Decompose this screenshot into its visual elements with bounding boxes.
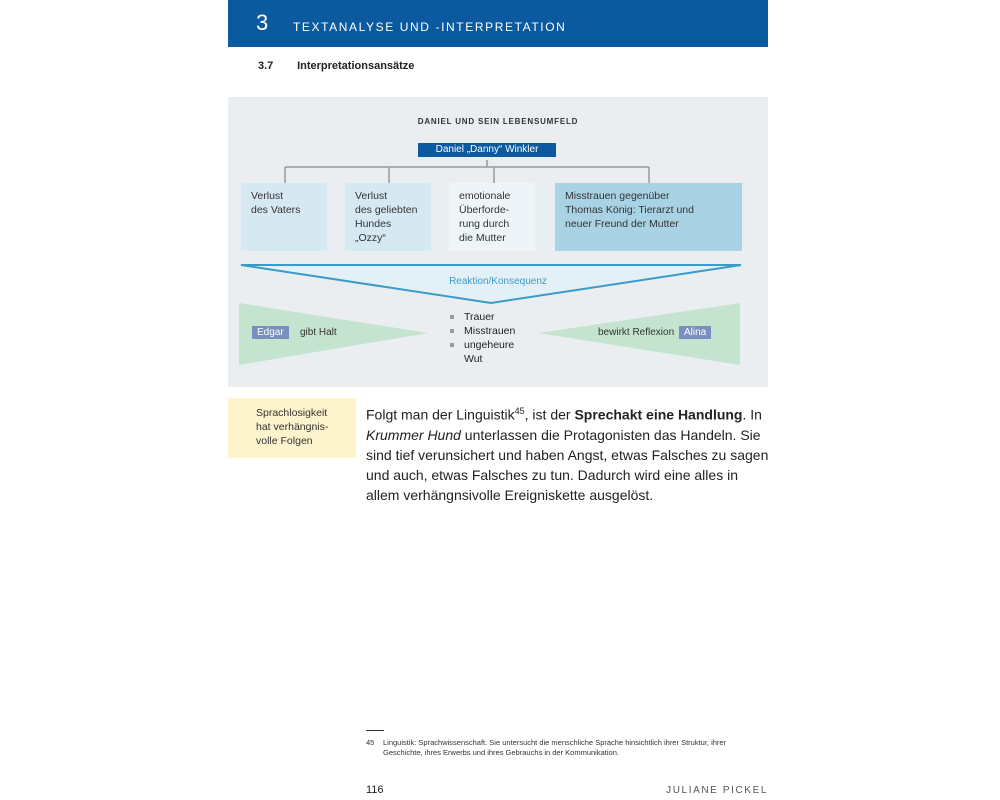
diagram-title: DANIEL UND SEIN LEBENSUMFELD (417, 117, 579, 126)
section-title: Interpretationsansätze (297, 60, 415, 72)
body-text-4: unterlassen die Protagonisten das Handeln. Sie sind tief verunsichert und haben Angst, etwas Falsches zu sagen und auch, etwas Falsches zu tun. Dadurch wird eine alles in allem verhängnsivolle Ereigniskette ausgelöst. (366, 426, 769, 503)
center-person: Daniel „Danny“ Winkler (418, 143, 556, 157)
box-loss-father: Verlust des Vaters (241, 183, 327, 251)
chapter-number: 3 (256, 10, 269, 35)
margin-note: Sprachlosigkeit hat verhängnis- volle Folgen (228, 398, 356, 458)
footnote-ref[interactable]: 45 (514, 406, 525, 416)
body-text-1: Folgt man der Linguistik (366, 406, 515, 423)
box-loss-dog: Verlust des geliebten Hundes „Ozzy“ (345, 183, 431, 251)
diagram (228, 97, 768, 387)
box-mistrust: Misstrauen gegenüber Thomas König: Tierarzt und neuer Freund der Mutter (555, 183, 742, 251)
author-name: JULIANE PICKEL (666, 785, 768, 796)
right-text: bewirkt Reflexion (598, 327, 675, 338)
book-title: Krummer Hund (366, 426, 461, 443)
tag-alina: Alina (679, 326, 711, 339)
body-text-3: . In (742, 406, 762, 423)
body-text-2: , ist der (524, 406, 575, 423)
body-bold: Sprechakt eine Handlung (574, 406, 743, 423)
chapter-header (228, 0, 768, 47)
tag-edgar: Edgar (252, 326, 289, 339)
body-paragraph (366, 401, 771, 505)
reaction-label: Reaktion/Konsequenz (449, 276, 547, 287)
footnote-number: 45 (366, 738, 375, 747)
footnote-rule (366, 730, 384, 731)
list-item: ungeheure Wut (450, 338, 515, 366)
footnote-text: Linguistik: Sprachwissenschaft. Sie untersucht die menschliche Sprache hinsichtlich ihrer Struktur, ihrer Geschichte, ihres Erwerbs und ihres Gebrauchs in der Kommunikation. (383, 738, 727, 757)
footnote (366, 738, 756, 758)
section-heading (258, 60, 414, 72)
reaction-list (450, 310, 515, 366)
list-item: Misstrauen (450, 324, 515, 338)
page-number: 116 (366, 784, 384, 796)
box-emotional-overload: emotionale Überforde- rung durch die Mutter (449, 183, 535, 251)
list-item: Trauer (450, 310, 515, 324)
section-number: 3.7 (258, 60, 274, 72)
chapter-title: TEXTANALYSE UND -INTERPRETATION (293, 20, 567, 34)
left-text: gibt Halt (300, 327, 337, 338)
